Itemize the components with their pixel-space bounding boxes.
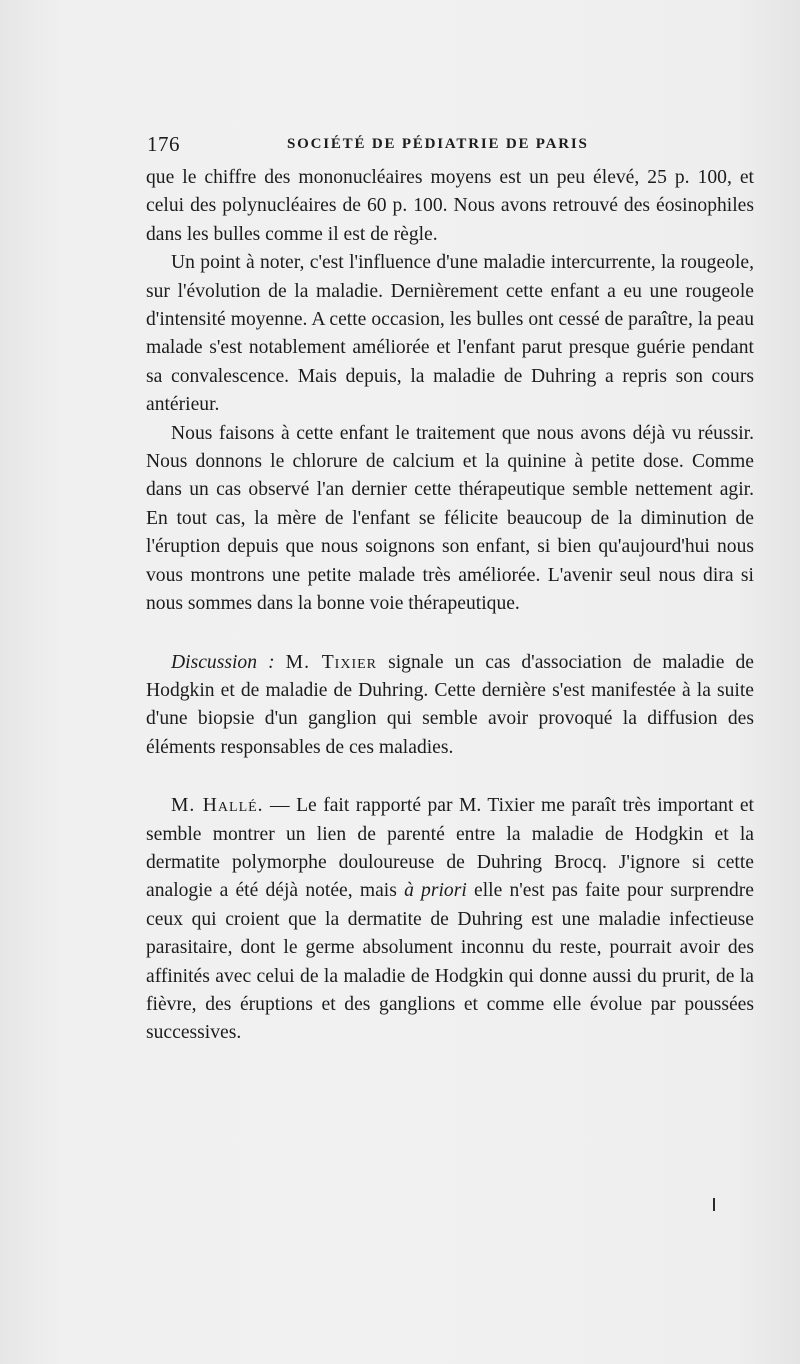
halle-text-1: — Le fait rapporté par M. Tixier me paraît très important et semble montrer un lien de parenté entre la maladie de Hodgkin et la dermatite polymorphe douloureuse de Duhring Brocq. J'ignore si cette analogie a été déjà notée, mais bbox=[146, 795, 754, 902]
page-number: 176 bbox=[147, 132, 180, 156]
paragraph-traitement: Nous faisons à cette enfant le traitement que nous avons déjà vu réussir. Nous donnons le chlorure de calcium et la quinine à petite dose. Comme dans un cas observé l'an dernier cette thérapeutique semble nettement agir. En tout cas, la mère de l'enfant se félicite beaucoup de la diminution de l'éruption depuis que nous soignons son enfant, si bien qu'aujourd'hui nous vous montrons une petite malade très améliorée. L'avenir seul nous dira si nous sommes dans la bonne voie thérapeutique. bbox=[146, 422, 754, 615]
journal-title: SOCIÉTÉ DE PÉDIATRIE DE PARIS bbox=[287, 136, 589, 152]
discussion-text: signale un cas d'association de maladie de Hodgkin et de maladie de Duhring. Cette dernière s'est manifestée à la suite d'une biopsie d'un ganglion qui semble avoir provoqué la diffusion des éléments responsables de ces maladies. bbox=[146, 651, 754, 758]
discussion-label: Discussion : bbox=[171, 651, 275, 673]
stray-print-mark bbox=[713, 1198, 715, 1211]
body-text bbox=[146, 164, 754, 1048]
halle-speaker: M. Hallé. bbox=[171, 795, 264, 817]
running-head bbox=[147, 132, 602, 158]
halle-italic-a-priori: à priori bbox=[404, 880, 467, 902]
paragraph-rougeole: Un point à noter, c'est l'influence d'une maladie intercurrente, la rougeole, sur l'évolution de la maladie. Dernièrement cette enfant a eu une rougeole d'intensité moyenne. A cette occasion, les bulles ont cessé de paraître, la peau malade s'est notablement améliorée et l'enfant parut presque guérie pendant sa convalescence. Mais depuis, la maladie de Duhring a repris son cours antérieur. bbox=[146, 252, 754, 416]
paragraph-discussion bbox=[146, 649, 754, 763]
paragraph-continuation: que le chiffre des mononucléaires moyens est un peu élevé, 25 p. 100, et celui des polynucléaires de 60 p. 100. Nous avons retrouvé des éosinophiles dans les bulles comme il est de règle. bbox=[146, 167, 754, 245]
discussion-speaker: M. Tixier bbox=[285, 651, 377, 673]
paragraph-halle bbox=[146, 792, 754, 1048]
halle-text-2: elle n'est pas faite pour surprendre ceux qui croient que la dermatite de Duhring est une maladie infectieuse parasitaire, dont le germe absolument inconnu du reste, pourrait avoir des affinités avec celui de la maladie de Hodgkin qui donne aussi du prurit, de la fièvre, des éruptions et des ganglions et comme elle évolue par poussées successives. bbox=[146, 880, 754, 1044]
